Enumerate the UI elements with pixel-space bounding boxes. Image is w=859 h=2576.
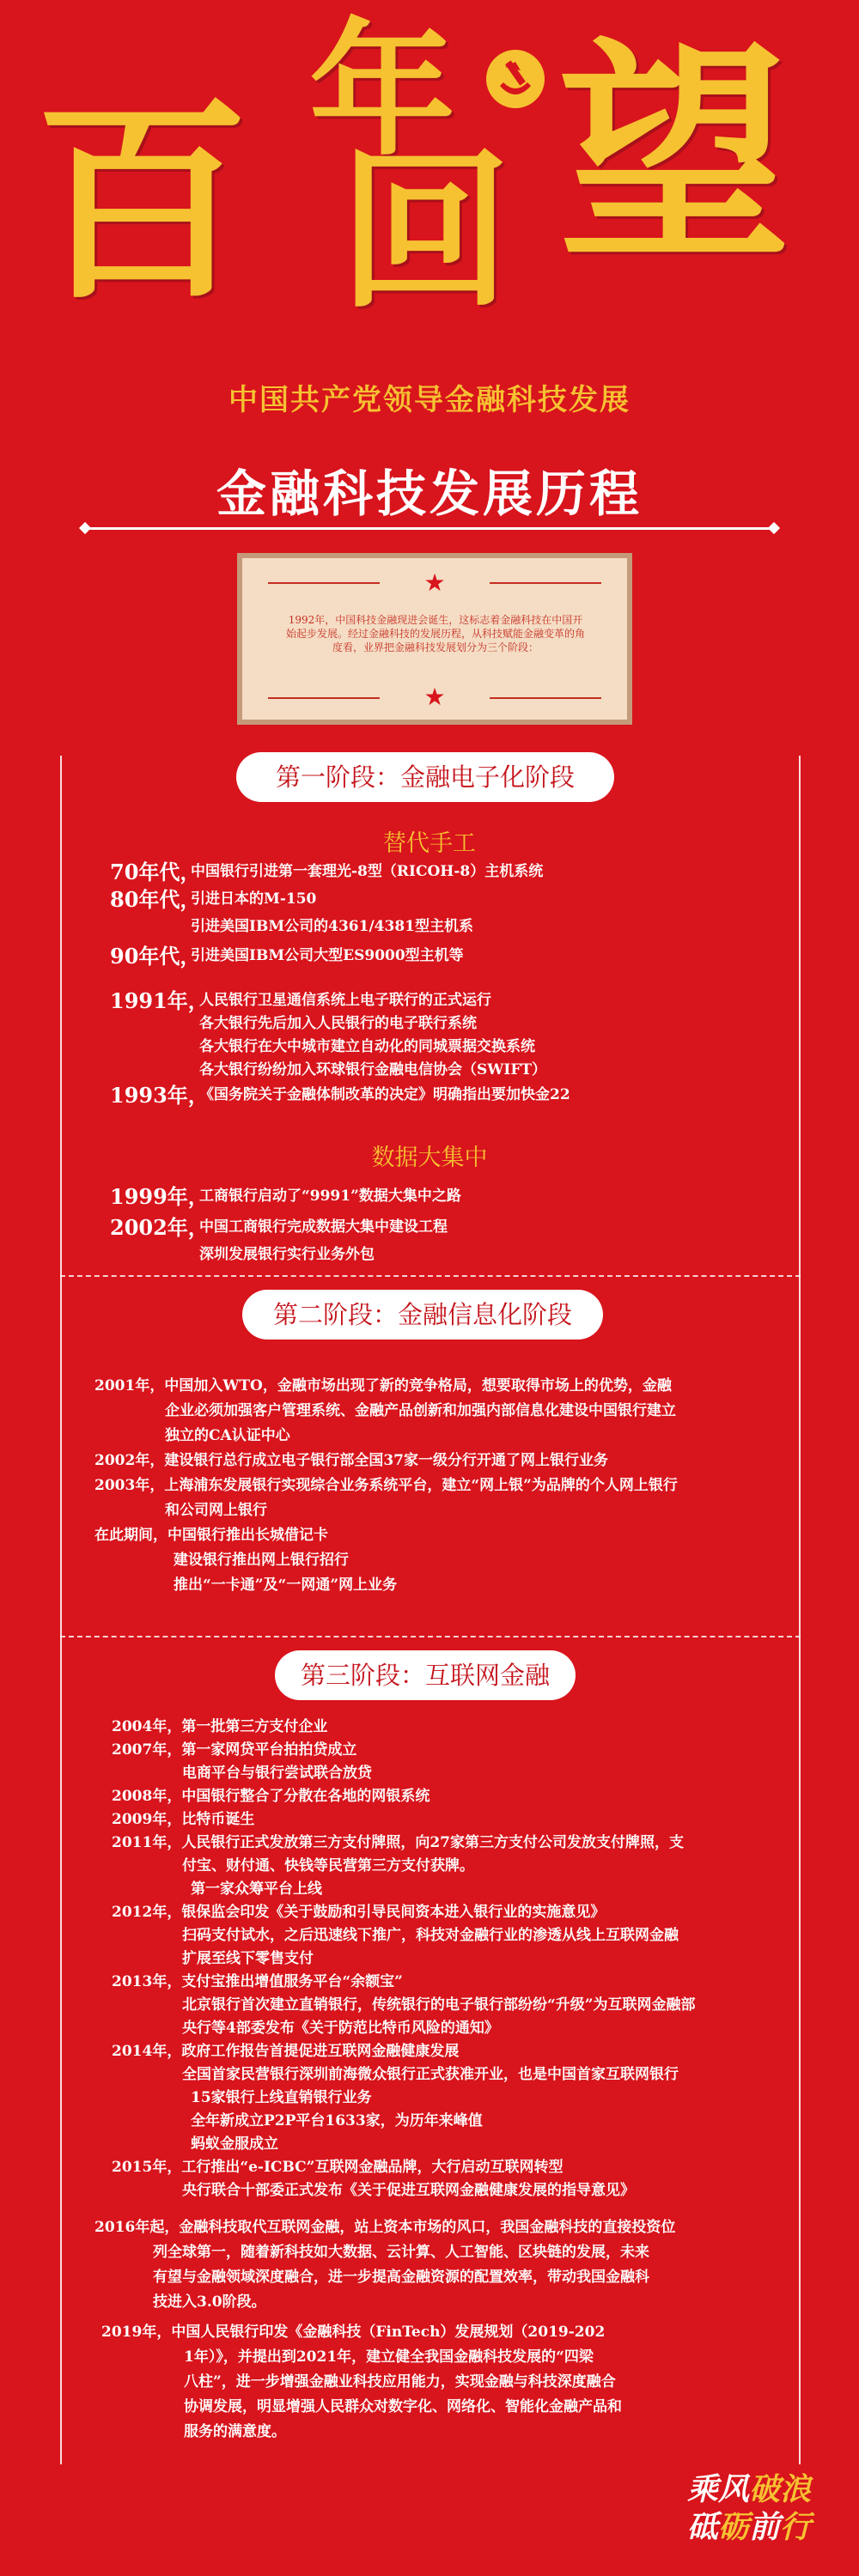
card-rule-bottom-left [268, 697, 380, 699]
text-line: 2008年，中国银行整合了分散在各地的网银系统 [112, 1788, 430, 1805]
card-rule-bottom-right [490, 697, 601, 699]
timeline-text: 深圳发展银行实行业务外包 [199, 1246, 375, 1263]
title-divider [86, 527, 773, 530]
hero-char-bai: 百 [34, 76, 249, 328]
text-line: 服务的满意度。 [184, 2423, 286, 2440]
stage2-title: 第二阶段：金融信息化阶段 [242, 1290, 603, 1340]
text-line: 2014年，政府工作报告首提促进互联网金融健康发展 [112, 2043, 460, 2060]
stage1-title: 第一阶段：金融电子化阶段 [236, 752, 614, 802]
timeline-year: 2002年， [110, 1215, 209, 1240]
hero-char-nian: 年 [309, 4, 456, 176]
text-line: 2002年，建设银行总行成立电子银行部全国37家一级分行开通了网上银行业务 [94, 1452, 608, 1469]
party-emblem-icon [481, 45, 550, 113]
text-line: 扩展至线下零售支付 [182, 1950, 314, 1967]
text-line: 协调发展，明显增强人民群众对数字化、网络化、智能化金融产品和 [184, 2398, 622, 2415]
timeline-year: 1991年， [110, 988, 209, 1013]
stage1-category-centralization: 数据大集中 [371, 1145, 488, 1171]
hero-banner [0, 0, 859, 404]
stage3-content-2019 [101, 2320, 771, 2445]
text-line: 付宝、财付通、快钱等民营第三方支付获牌。 [182, 1857, 474, 1874]
text-line: 在此期间，中国银行推出长城借记卡 [94, 1527, 328, 1544]
timeline-year: 90年代， [110, 944, 201, 969]
text-line: 企业必须加强客户管理系统、金融产品创新和加强内部信息化建设中国银行建立 [165, 1402, 676, 1419]
star-icon: ★ [423, 683, 446, 711]
timeline-text: 中国银行引进第一套理光-8型（RICOH-8）主机系统 [191, 863, 544, 880]
text-line: 和公司网上银行 [165, 1502, 267, 1519]
text-line: 2003年，上海浦东发展银行实现综合业务系统平台，建立“网上银”为品牌的个人网上银行 [94, 1477, 678, 1494]
timeline-year: 70年代， [110, 860, 201, 884]
card-rule-top-left [268, 582, 380, 584]
timeline-text: 引进美国IBM公司的4361/4381型主机系 [191, 918, 473, 935]
text-line: 八柱”，进一步增强金融业科技应用能力，实现金融与科技深度融合 [184, 2373, 616, 2391]
text-line: 技进入3.0阶段。 [153, 2293, 266, 2311]
text-line: 第一家众筹平台上线 [191, 1880, 322, 1898]
text-line: 2012年，银保监会印发《关于鼓励和引导民间资本进入银行业的实施意见》 [112, 1904, 606, 1921]
timeline-text: 引进美国IBM公司大型ES9000型主机等 [191, 947, 464, 964]
stage-divider [60, 1636, 801, 1637]
text-line: 电商平台与银行尝试联合放贷 [182, 1765, 372, 1782]
timeline-text: 工商银行启动了“9991”数据大集中之路 [199, 1188, 461, 1205]
text-line: 独立的CA认证中心 [165, 1427, 290, 1444]
stage3-content-2016 [94, 2215, 773, 2315]
timeline-text: 人民银行卫星通信系统上电子联行的正式运行 [199, 992, 491, 1009]
text-line: 1年）》，并提出到2021年，建立健全我国金融科技发展的“四梁 [184, 2348, 594, 2366]
text-line: 央行等4部委发布《关于防范比特币风险的通知》 [182, 2020, 499, 2037]
text-line: 15家银行上线直销银行业务 [191, 2089, 372, 2106]
text-line: 央行联合十部委正式发布《关于促进互联网金融健康发展的指导意见》 [182, 2182, 635, 2199]
timeline-right-line [799, 756, 801, 2464]
timeline-text: 《国务院关于金融体制改革的决定》明确指出要加快金22 [199, 1086, 570, 1103]
text-line: 推出“一卡通”及“一网通”网上业务 [174, 1577, 398, 1594]
text-line: 2001年，中国加入WTO，金融市场出现了新的竞争格局，想要取得市场上的优势，金融 [94, 1377, 672, 1394]
hero-char-hui: 回 [339, 131, 512, 332]
stage3-title: 第三阶段：互联网金融 [275, 1650, 576, 1700]
text-line: 2016年起，金融科技取代互联网金融，站上资本市场的风口，我国金融科技的直接投资位 [94, 2219, 676, 2236]
text-line: 2011年，人民银行正式发放第三方支付牌照，向27家第三方支付公司发放支付牌照，支 [112, 1834, 684, 1851]
slogan [687, 2471, 833, 2547]
star-icon: ★ [423, 568, 446, 597]
text-line: 有望与金融领域深度融合，进一步提高金融资源的配置效率，带动我国金融科 [153, 2269, 649, 2286]
text-line: 全年新成立P2P平台1633家，为历年来峰值 [191, 2112, 483, 2129]
timeline-text: 引进日本的M-150 [191, 890, 317, 908]
timeline-year: 80年代， [110, 887, 201, 912]
timeline-left-line [60, 756, 62, 2464]
stage2-content [94, 1374, 773, 1598]
text-line: 2007年，第一家网贷平台拍拍贷成立 [112, 1741, 357, 1759]
text-line: 列全球第一，随着新科技如大数据、云计算、人工智能、区块链的发展，未来 [153, 2244, 649, 2261]
text-line: 扫码支付试水，之后迅速线下推广，科技对金融行业的渗透从线上互联网金融 [182, 1927, 679, 1944]
hero-subtitle: 中国共产党领导金融科技发展 [228, 383, 631, 417]
timeline-text: 各大银行纷纷加入环球银行金融电信协会（SWIFT） [199, 1061, 547, 1078]
text-line: 全国首家民营银行深圳前海微众银行正式获准开业，也是中国首家互联网银行 [182, 2066, 679, 2083]
text-line: 蚂蚁金服成立 [191, 2136, 278, 2153]
intro-text: 1992年，中国科技金融现进会诞生，这标志着金融科技在中国开始起步发展。经过金融科技的发展历程，从科技赋能金融变革的角度看，业界把金融科技发展划分为三个阶段： [285, 614, 585, 653]
text-line: 2009年，比特币诞生 [112, 1811, 255, 1828]
hero-char-wang: 望 [558, 18, 790, 291]
timeline-year: 1999年， [110, 1184, 209, 1209]
timeline-text: 各大银行先后加入人民银行的电子联行系统 [199, 1015, 477, 1032]
text-line: 2019年，中国人民银行印发《金融科技（FinTech）发展规划（2019-202 [101, 2324, 606, 2341]
slogan-line-2: 砥砺前行 [687, 2510, 812, 2545]
text-line: 北京银行首次建立直销银行，传统银行的电子银行部纷纷“升级”为互联网金融部 [182, 1996, 696, 2014]
page-title: 金融科技发展历程 [216, 465, 643, 523]
text-line: 建设银行推出网上银行招行 [174, 1552, 349, 1569]
text-line: 2015年，工行推出“e-ICBC”互联网金融品牌，大行启动互联网转型 [112, 2159, 564, 2176]
intro-card [237, 553, 632, 725]
stage-divider [60, 1275, 801, 1277]
timeline-text: 中国工商银行完成数据大集中建设工程 [199, 1218, 448, 1236]
stage1-category-manual: 替代手工 [383, 830, 476, 857]
card-rule-top-right [490, 582, 601, 584]
timeline-text: 各大银行在大中城市建立自动化的同城票据交换系统 [199, 1038, 535, 1055]
stage3-content [112, 1716, 773, 2202]
timeline-year: 1993年， [110, 1083, 209, 1108]
text-line: 2004年，第一批第三方支付企业 [112, 1718, 328, 1735]
text-line: 2013年，支付宝推出增值服务平台“余额宝” [112, 1973, 403, 1990]
slogan-line-1: 乘风破浪 [687, 2472, 812, 2507]
